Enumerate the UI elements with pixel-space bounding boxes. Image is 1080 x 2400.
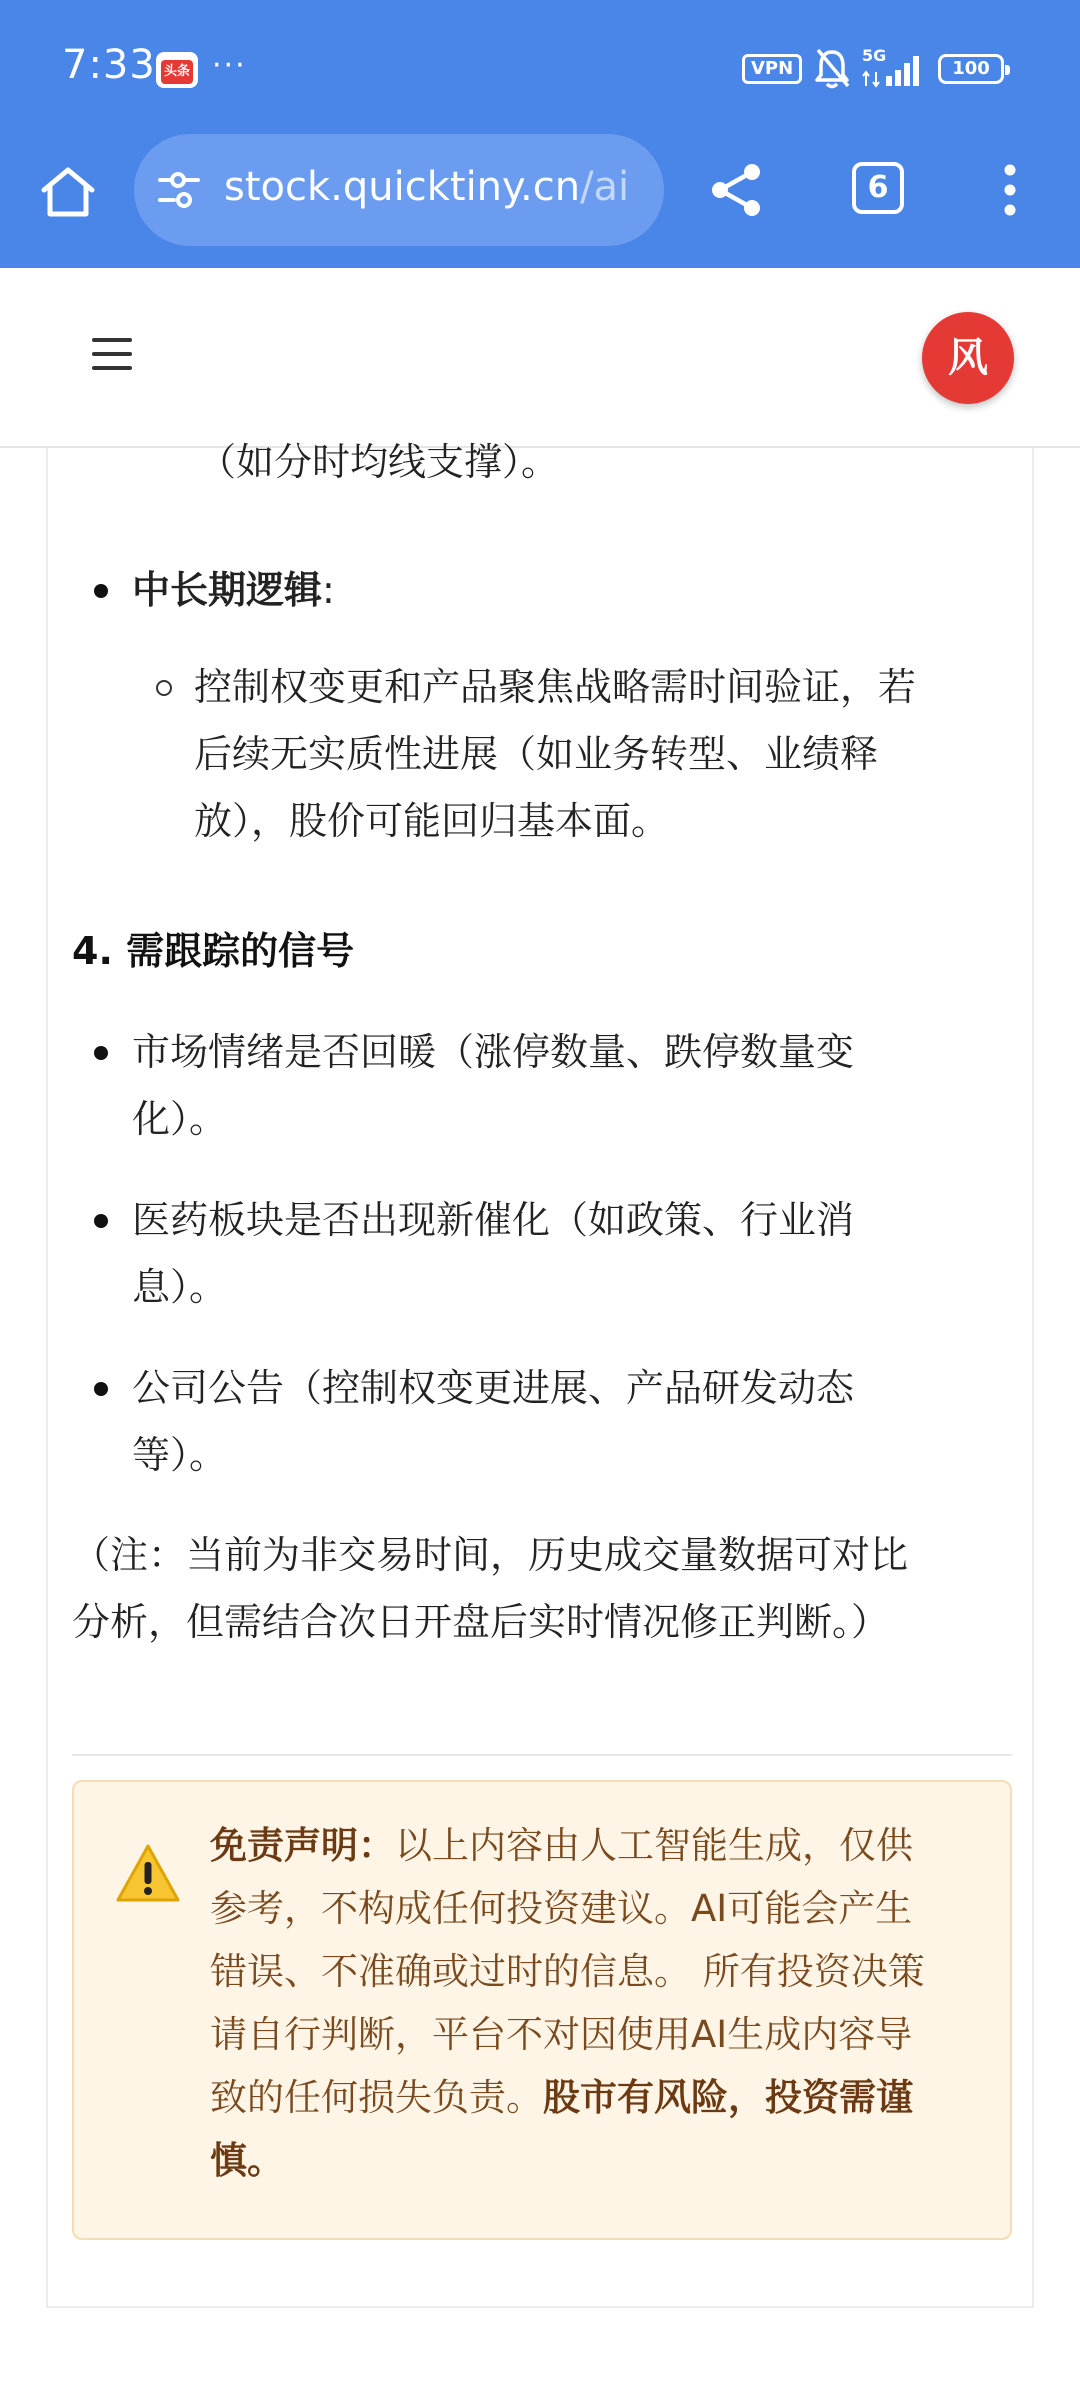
list-item-line: 息）。 [132,1265,228,1309]
status-bar [0,0,1080,130]
vpn-icon: VPN [742,54,802,84]
share-icon[interactable] [706,158,768,222]
list-item-label: 中长期逻辑 [132,568,323,612]
list-item-line: 公司公告（控制权变更进展、产品研发动态 [132,1366,855,1410]
browser-toolbar [0,130,1080,268]
bullet-dot [94,1382,108,1396]
bullet-dot [94,584,108,598]
avatar[interactable]: 风 [922,312,1014,404]
bullet-dot [94,1214,108,1228]
toutiao-app-icon: 头条 [156,52,198,88]
sub-list-line: 后续无实质性进展（如业务转型、业绩释 [194,732,879,776]
disclaimer-box [72,1780,1012,2240]
browser-chrome [0,0,1080,268]
sub-bullet-ring [156,680,172,696]
disclaimer-text: 免责声明：以上内容由人工智能生成，仅供 参考，不构成任何投资建议。AI可能会产生 错误、不准确或过时的信息。 所有投资决策 请自行判断，平台不对因使用AI生成内容导 致的任何损失负责。股市有风险，投资需谨 慎。 [210,1824,925,2182]
url-text[interactable]: stock.quicktiny.cn/ai [224,164,630,210]
warning-icon [114,1842,182,1904]
hamburger-menu-icon[interactable] [92,338,132,374]
more-notifications-icon: ··· [212,48,247,83]
disclaimer-title: 免责声明： [210,1824,395,1867]
list-item-line: 等）。 [132,1433,228,1477]
home-icon[interactable] [36,160,100,224]
status-time: 7:33 [62,42,156,88]
list-item-line: 化）。 [132,1097,228,1141]
sub-list-line: 控制权变更和产品聚焦战略需时间验证，若 [194,665,917,709]
cellular-signal-icon: 5G [862,46,924,90]
list-item-line: 市场情绪是否回暖（涨停数量、跌停数量变 [132,1030,855,1074]
section-heading: 4. 需跟踪的信号 [72,929,355,973]
address-bar[interactable] [134,134,664,246]
divider [72,1754,1012,1756]
sub-list-line: 放），股价可能回归基本面。 [194,799,670,843]
site-settings-icon[interactable] [156,170,202,210]
note-line: （注：当前为非交易时间，历史成交量数据可对比 [72,1533,909,1577]
tab-switcher-button[interactable]: 6 [852,162,904,214]
battery-icon: 100 [938,54,1004,84]
article-content [46,440,1034,2308]
bell-muted-icon [812,46,852,90]
list-item-mid-long: 中长期逻辑: [132,568,335,612]
list-item-line: 医药板块是否出现新催化（如政策、行业消 [132,1198,855,1242]
note-line: 分析，但需结合次日开盘后实时情况修正判断。） [72,1600,890,1644]
bullet-dot [94,1046,108,1060]
paragraph-fragment: （如分时均线支撑）。 [198,440,560,484]
site-header [0,268,1080,448]
more-options-icon[interactable] [986,158,1034,222]
